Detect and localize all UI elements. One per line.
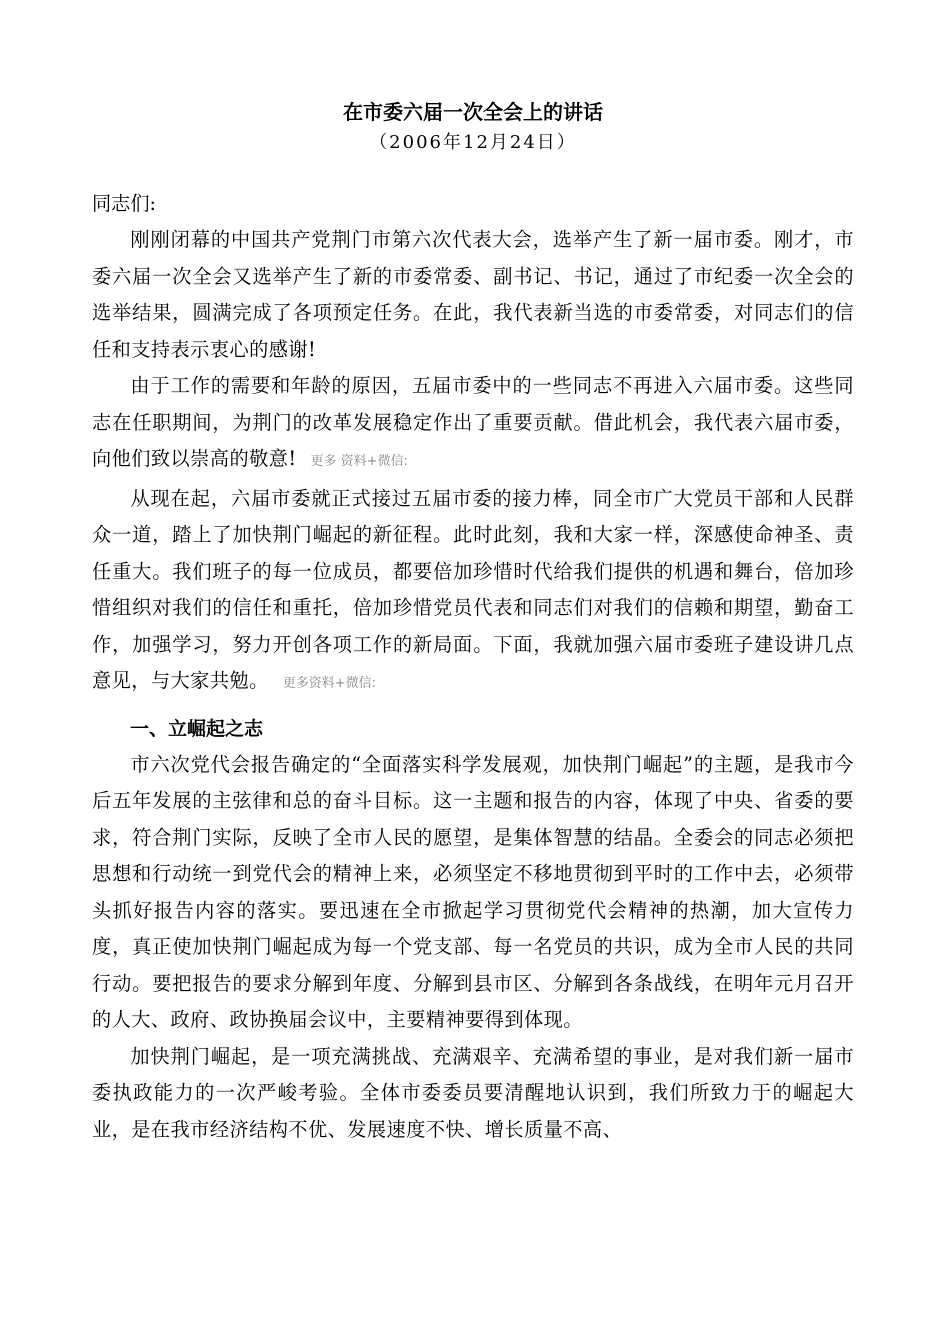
paragraph-3 xyxy=(92,481,854,703)
paragraph-1-text: 刚刚闭幕的中国共产党荆门市第六次代表大会，选举产生了新一届市委。刚才，市委六届一次全会又选举产生了新的市委常委、副书记、书记，通过了市纪委一次全会的选举结果，圆满完成了各项预定任务。在此，我代表新当选的市委常委，对同志们的信任和支持表示衷心的感谢! xyxy=(92,228,854,361)
document-title: 在市委六届一次全会上的讲话 xyxy=(343,100,603,124)
document-page xyxy=(92,96,854,1148)
section-paragraph-1-text: 市六次党代会报告确定的“全面落实科学发展观，加快荆门崛起”的主题，是我市今后五年发展的主弦律和总的奋斗目标。这一主题和报告的内容，体现了中央、省委的要求，符合荆门实际，反映了全市人民的愿望，是集体智慧的结晶。全委会的同志必须把思想和行动统一到党代会的精神上来，必须坚定不移地贯彻到平时的工作中去，必须带头抓好报告内容的落实。要迅速在全市掀起学习贯彻党代会精神的热潮，加大宣传力度，真正使加快荆门崛起成为每一个党支部、每一名党员的共识，成为全市人民的共同行动。要把报告的要求分解到年度、分解到县市区、分解到各条战线，在明年元月召开的人大、政府、政协换届会议中，主要精神要得到体现。 xyxy=(92,752,854,1031)
paragraph-2 xyxy=(92,368,854,481)
watermark-note: 更多资料+微信: xyxy=(282,676,377,691)
section-heading: 一、立崛起之志 xyxy=(130,717,264,740)
section-paragraph-2 xyxy=(92,1039,854,1149)
document-date: （2006年12月24日） xyxy=(369,132,577,153)
section-paragraph-2-text: 加快荆门崛起，是一项充满挑战、充满艰辛、充满希望的事业，是对我们新一届市委执政能力的一次严峻考验。全体市委委员要清醒地认识到，我们所致力于的崛起大业，是在我市经济结构不优、发展速度不快、增长质量不高、 xyxy=(92,1044,854,1141)
section-paragraph-1 xyxy=(92,747,854,1039)
salutation: 同志们: xyxy=(92,192,157,215)
paragraph-1 xyxy=(92,222,854,368)
paragraph-2-text: 由于工作的需要和年龄的原因，五届市委中的一些同志不再进入六届市委。这些同志在任职期间，为荆门的改革发展稳定作出了重要贡献。借此机会，我代表六届市委，向他们致以崇高的敬意! xyxy=(92,374,854,470)
paragraph-3-text: 从现在起，六届市委就正式接过五届市委的接力棒，同全市广大党员干部和人民群众一道，踏上了加快荆门崛起的新征程。此时此刻，我和大家一样，深感使命神圣、责任重大。我们班子的每一位成员，都要倍加珍惜时代给我们提供的机遇和舞台，倍加珍惜组织对我们的信任和重托，倍加珍惜党员代表和同志们对我们的信赖和期望，勤奋工作，加强学习，努力开创各项工作的新局面。下面，我就加强六届市委班子建设讲几点意见，与大家共勉。 xyxy=(92,486,854,692)
watermark-note: 更多 资料+微信: xyxy=(310,454,408,469)
